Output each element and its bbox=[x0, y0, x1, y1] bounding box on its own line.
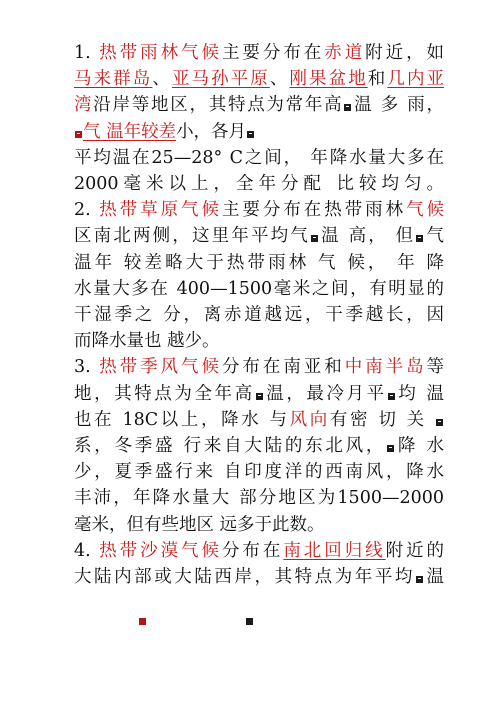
text-run: 区南北两侧，这里年平均气 bbox=[74, 226, 311, 247]
text-run: 温 多 雨， bbox=[352, 95, 445, 116]
glyph-mark bbox=[256, 393, 263, 400]
text-line bbox=[74, 433, 444, 459]
text-line bbox=[74, 485, 444, 511]
text-line bbox=[74, 407, 444, 433]
text-run: 地，其特点为全年高 bbox=[74, 383, 255, 404]
text-run: 温年 较差略大于热带雨林 气 候， 年 降 bbox=[74, 252, 444, 273]
text-run: 温 高， 但 bbox=[319, 226, 416, 247]
text-run: 大陆内部或大陆西岸，其特点为年平均 bbox=[74, 567, 415, 587]
highlighted-term: 南北回归线 bbox=[283, 540, 386, 561]
text-run: 主要分布在热带雨林 bbox=[221, 200, 407, 221]
glyph-mark bbox=[416, 576, 423, 583]
text-run: 温，最冷月平 bbox=[263, 383, 387, 404]
text-run bbox=[91, 43, 100, 63]
text-run: 也在 18C以上，降水 与 bbox=[74, 409, 290, 430]
text-line bbox=[74, 145, 444, 171]
text-line bbox=[74, 197, 444, 223]
text-run: 毫米，但有些地区 远多于此数。 bbox=[74, 514, 325, 535]
text-run: 分布在南亚和 bbox=[221, 357, 345, 378]
highlighted-term: 热带沙漠气候 bbox=[99, 540, 222, 561]
text-run bbox=[91, 200, 100, 220]
glyph-mark bbox=[416, 235, 423, 242]
text-line bbox=[74, 354, 444, 380]
text-line bbox=[74, 171, 444, 197]
glyph-mark bbox=[388, 393, 395, 400]
text-run: 2000毫米以上，全年分配 比较均匀。 bbox=[74, 174, 444, 194]
highlighted-term: 风向 bbox=[289, 409, 330, 430]
text-line bbox=[74, 381, 444, 407]
text-line bbox=[74, 250, 444, 276]
text-line bbox=[74, 119, 444, 145]
text-run: 干湿季之 分，离赤道越远，干季越长，因 bbox=[74, 305, 444, 325]
item-number: 4. bbox=[74, 540, 91, 561]
highlighted-term: 中南半岛 bbox=[344, 357, 427, 378]
text-run: 水量大多在 400—1500毫米之间，有明显的 bbox=[74, 278, 444, 299]
text-run: 分布在 bbox=[221, 540, 284, 561]
text-run: 和 bbox=[367, 69, 388, 90]
text-run: 等 bbox=[426, 357, 445, 378]
text-run: 、 bbox=[269, 69, 290, 90]
text-line bbox=[74, 328, 444, 354]
glyph-mark bbox=[75, 131, 82, 138]
text-run: 系，冬季盛 行来自大陆的东北风， bbox=[74, 436, 387, 456]
highlighted-term: 气 温年较差 bbox=[83, 121, 177, 142]
text-line bbox=[74, 302, 444, 328]
highlighted-term: 亚马孙平原 bbox=[171, 69, 270, 90]
text-line bbox=[74, 459, 444, 485]
glyph-mark bbox=[247, 131, 254, 138]
text-run: 、 bbox=[152, 69, 172, 90]
text-run: 而降水量也 越少。 bbox=[74, 331, 220, 352]
text-run: 温 bbox=[423, 567, 445, 587]
highlighted-term: 湾 bbox=[74, 95, 94, 116]
text-run: 少，夏季盛行来 自印度洋的西南风，降水 bbox=[74, 462, 444, 483]
text-run: 降 水 bbox=[395, 436, 444, 456]
glyph-mark bbox=[344, 104, 351, 111]
text-line bbox=[74, 538, 444, 564]
highlighted-term: 热带草原气候 bbox=[99, 200, 222, 221]
text-run: 附近，如 bbox=[365, 43, 445, 63]
highlighted-term: 赤道 bbox=[324, 43, 366, 63]
glyph-mark bbox=[311, 235, 318, 242]
text-run: 平均温在25—28° C之间， 年降水量大多在 bbox=[74, 147, 444, 168]
text-line bbox=[74, 223, 444, 249]
highlighted-term: 刚果盆地 bbox=[289, 69, 368, 90]
text-run bbox=[91, 357, 100, 377]
text-run: 丰沛，年降水量大 部分地区为1500—2000 bbox=[74, 488, 444, 509]
glyph-mark bbox=[387, 445, 394, 452]
text-run: 附近的 bbox=[385, 540, 445, 561]
text-run: 有密 切 关 bbox=[329, 409, 435, 430]
highlighted-term: 气候 bbox=[406, 200, 445, 221]
highlighted-term: 马来群岛 bbox=[74, 69, 153, 90]
text-run: 主要分布在 bbox=[221, 43, 325, 63]
text-run: 气 bbox=[424, 226, 444, 247]
item-number: 2. bbox=[74, 200, 91, 221]
text-line bbox=[74, 66, 444, 92]
item-number: 1. bbox=[74, 43, 91, 63]
footer-black-mark bbox=[246, 618, 253, 625]
highlighted-term: 热带季风气候 bbox=[99, 357, 222, 378]
glyph-mark bbox=[436, 419, 443, 426]
text-line bbox=[74, 40, 444, 66]
highlighted-term: 几内亚 bbox=[387, 69, 445, 90]
text-line bbox=[74, 92, 444, 118]
footer-red-mark bbox=[139, 618, 146, 625]
text-line bbox=[74, 512, 444, 538]
highlighted-term: 热带雨林气候 bbox=[99, 43, 222, 63]
text-line bbox=[74, 564, 444, 590]
item-number: 3. bbox=[74, 357, 91, 378]
text-run: 小，各月 bbox=[176, 121, 247, 142]
text-line bbox=[74, 276, 444, 302]
text-run bbox=[91, 541, 100, 561]
text-run: 沿岸等地区，其特点为常年高 bbox=[93, 95, 344, 116]
text-run: 均 温 bbox=[395, 383, 445, 404]
